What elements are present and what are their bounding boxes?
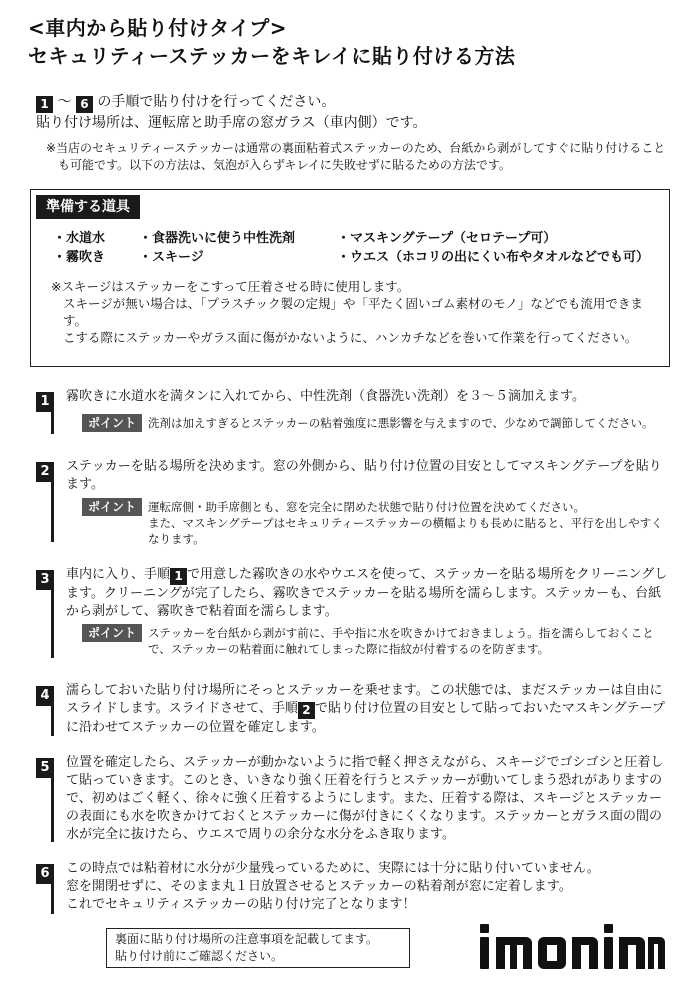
step-line: 窓を開閉せずに、そのまま丸１日放置させるとステッカーの粘着剤が窓に定着します。 <box>66 879 572 894</box>
step-text-part: 車内に入り、手順 <box>66 567 171 582</box>
tool-item: ・食器洗いに使う中性洗剤 <box>139 231 296 246</box>
tools-note-line: こする際にステッカーやガラス面に傷がかないように、ハンカチなどを巻いて作業を行ってください。 <box>63 330 638 345</box>
footer-line: 裏面に貼り付け場所の注意事項を記載してます。 <box>115 932 379 946</box>
step-number-badge: 4 <box>36 686 54 706</box>
imoninn-logo <box>476 920 666 976</box>
step-text <box>66 682 670 737</box>
step-divider <box>51 480 54 542</box>
tool-item: ・マスキングテープ（セロテープ可） <box>337 231 557 246</box>
step-line: これでセキュリティステッカーの貼り付け完了となります！ <box>66 897 416 912</box>
step-3 <box>36 566 670 660</box>
intro-line-1 <box>36 92 426 113</box>
step-number-badge: 6 <box>36 864 54 884</box>
step-4 <box>36 682 670 738</box>
step-divider <box>51 410 54 434</box>
step-number-badge: 1 <box>36 392 54 412</box>
point-text: ステッカーを台紙から剥がす前に、手や指に水を吹きかけておきましょう。指を濡らしておくことで、ステッカーの粘着面に触れてしまった際に指紋が付着するのを防ぎます。 <box>148 626 654 656</box>
title-line-1: <車内から貼り付けタイプ> <box>28 16 288 40</box>
tools-note-line: ※スキージはステッカーをこすって圧着させる時に使用します。 <box>51 279 410 294</box>
step-text <box>66 860 670 914</box>
tools-note-line: スキージが無い場合は、「プラスチック製の定規」や「平たく固いゴム素材のモノ」などでも流用できます。 <box>63 296 643 328</box>
tools-box <box>30 189 670 367</box>
step-divider <box>51 588 54 658</box>
step-text-part: で貼り付け位置の目安として貼っておいたマスキングテープに沿わせてステッカーの位置を確定します。 <box>66 701 665 735</box>
tool-item: ・水道水 <box>53 231 106 246</box>
intro-line-2: 貼り付け場所は、運転席と助手席の窓ガラス（車内側）です。 <box>36 115 427 131</box>
title-line-2: セキュリティーステッカーをキレイに貼り付ける方法 <box>28 44 516 68</box>
step-text <box>66 566 670 621</box>
tools-heading: 準備する道具 <box>36 195 140 219</box>
step-divider <box>51 704 54 736</box>
point-label: ポイント <box>82 624 142 642</box>
step-text: 位置を確定したら、ステッカーが動かないように指で軽く押さえながら、スキージでゴシゴシと圧着して貼っていきます。このとき、いきなり強く圧着を行うとステッカーが動いてしまう恐れがありますので、初めはごく軽く、徐々に強く圧着するようにします。また、圧着する際は、スキージとステッカーの表面にも水を吹きかけておくとステッカーに傷が付きにくくなります。ステッカーとガラス面の間の水が完全に抜けたら、ウエスで周りの余分な水分をふき取ります。 <box>66 755 664 842</box>
step-number-badge: 6 <box>76 96 93 113</box>
step-divider <box>51 882 54 914</box>
intro-tilde: ～ <box>57 94 72 110</box>
step-divider <box>51 776 54 842</box>
step-text: 霧吹きに水道水を満タンに入れてから、中性洗剤（食器洗い洗剤）を３～５滴加えます。 <box>66 389 585 404</box>
step-6 <box>36 860 670 916</box>
step-number-badge: 3 <box>36 570 54 590</box>
intro <box>36 92 426 134</box>
tool-item: ・ウエス（ホコリの出にくい布やタオルなどでも可） <box>337 250 650 265</box>
step-ref-badge: 1 <box>170 568 187 585</box>
step-5 <box>36 754 670 846</box>
step-text-part: で用意した霧吹きの水やウエスを使って、ステッカーを貼る場所をクリーニングします。クリーニングが完了したら、霧吹きでステッカーを貼る場所を濡らします。ステッカーも、台紙から剥がして、霧吹きで粘着面を濡らします。 <box>66 567 668 619</box>
point-text: 洗剤は加えすぎるとステッカーの粘着強度に悪影響を与えますので、少なめで調節してください。 <box>148 416 654 430</box>
step-line: この時点では粘着材に水分が少量残っているために、実際には十分に貼り付いていません。 <box>66 861 600 876</box>
intro-note: ※当店のセキュリティーステッカーは通常の裏面粘着式ステッカーのため、台紙から剥がしてすぐに貼り付けることも可能です。以下の方法は、気泡が入らずキレイに失敗せずに貼るための方法です。 <box>46 141 666 172</box>
tool-item: ・霧吹き <box>53 250 106 265</box>
step-text: ステッカーを貼る場所を決めます。窓の外側から、貼り付け位置の目安としてマスキングテープを貼ります。 <box>66 459 662 492</box>
step-2 <box>36 458 670 544</box>
footer-note-box <box>106 928 410 968</box>
step-1 <box>36 388 670 436</box>
intro-text: の手順で貼り付けを行ってください。 <box>97 94 336 110</box>
step-number-badge: 2 <box>36 462 54 482</box>
step-text-part: 濡らしておいた貼り付け場所にそっとステッカーを乗せます。この状態では、まだステッカーは自由にスライドします。スライドさせて、手順 <box>66 683 663 716</box>
point-line: 運転席側・助手席側とも、窓を完全に閉めた状態で貼り付け位置を決めてください。 <box>148 500 585 514</box>
page-title <box>28 14 515 70</box>
footer-line: 貼り付け前にご確認ください。 <box>115 949 284 963</box>
point-label: ポイント <box>82 414 142 432</box>
step-ref-badge: 2 <box>298 702 315 719</box>
point-label: ポイント <box>82 498 142 516</box>
step-number-badge: 1 <box>36 96 53 113</box>
point-text <box>148 499 670 547</box>
tool-item: ・スキージ <box>139 250 204 265</box>
tools-note <box>51 278 651 346</box>
step-number-badge: 5 <box>36 758 54 778</box>
point-line: また、マスキングテープはセキュリティーステッカーの横幅よりも長めに貼ると、平行を出しやすくなります。 <box>148 516 663 546</box>
